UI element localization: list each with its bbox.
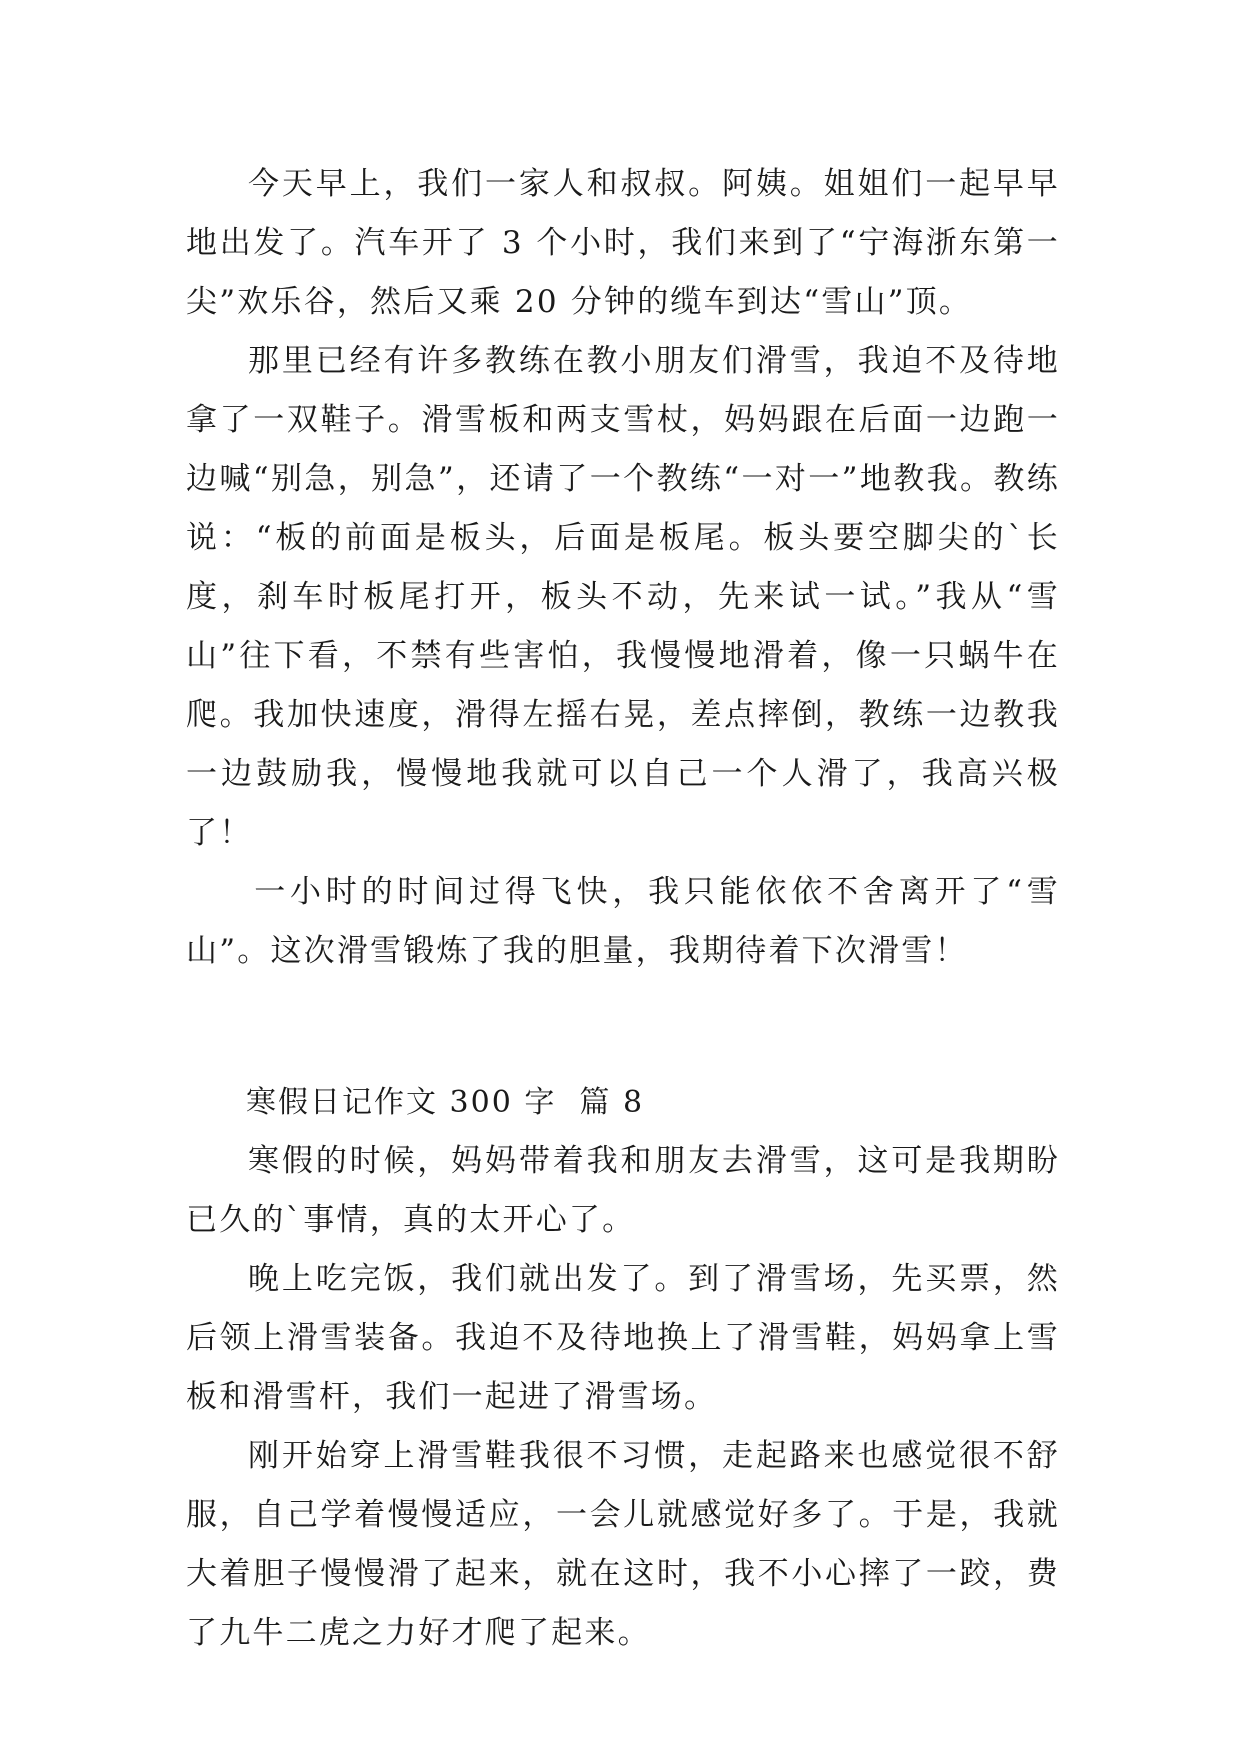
paragraph: 寒假的时候，妈妈带着我和朋友去滑雪，这可是我期盼已久的`事情，真的太开心了。 [186, 1143, 1060, 1238]
entry-heading: 寒假日记作文 300 字 篇 8 [246, 1085, 645, 1120]
paragraph: 那里已经有许多教练在教小朋友们滑雪，我迫不及待地拿了一双鞋子。滑雪板和两支雪杖，妈妈跟在后面一边跑一边喊“别急，别急”，还请了一个教练“一对一”地教我。教练说：“板的前面是板头，后面是板尾。板头要空脚尖的`长度，刹车时板尾打开，板头不动，先来试一试。”我从“雪山”往下看，不禁有些害怕，我慢慢地滑着，像一只蜗牛在爬。我加快速度，滑得左摇右晃，差点摔倒，教练一边教我一边鼓励我，慢慢地我就可以自己一个人滑了，我高兴极了！ [186, 343, 1060, 851]
paragraph: 刚开始穿上滑雪鞋我很不习惯，走起路来也感觉很不舒服，自己学着慢慢适应，一会儿就感觉好多了。于是，我就大着胆子慢慢滑了起来，就在这时，我不小心摔了一跤，费了九牛二虎之力好才爬了起来。 [186, 1438, 1060, 1651]
paragraph: 一小时的时间过得飞快，我只能依依不舍离开了“雪山”。这次滑雪锻炼了我的胆量，我期待着下次滑雪！ [186, 874, 1060, 969]
paragraph: 今天早上，我们一家人和叔叔。阿姨。姐姐们一起早早地出发了。汽车开了 3 个小时，我们来到了“宁海浙东第一尖”欢乐谷，然后又乘 20 分钟的缆车到达“雪山”顶。 [186, 166, 1060, 320]
section-spacer [186, 981, 1060, 1073]
paragraph: 晚上吃完饭，我们就出发了。到了滑雪场，先买票，然后领上滑雪装备。我迫不及待地换上了滑雪鞋，妈妈拿上雪板和滑雪杆，我们一起进了滑雪场。 [186, 1261, 1060, 1415]
document-body [186, 155, 1060, 1663]
diary-entry-ski-trip-snow-mountain [186, 155, 1060, 981]
diary-entry-8 [186, 1073, 1060, 1663]
